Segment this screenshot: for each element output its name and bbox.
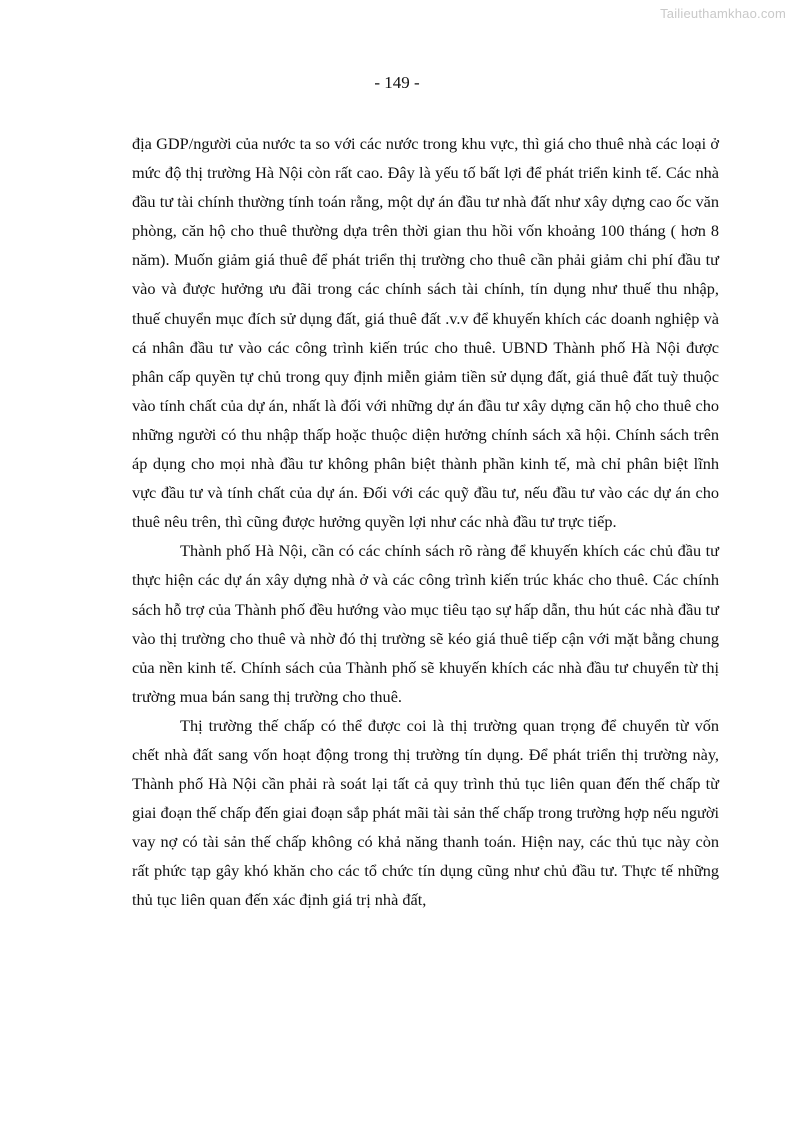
- paragraph-1: địa GDP/người của nước ta so với các nước trong khu vực, thì giá cho thuê nhà các loại ở mức độ thị trường Hà Nội còn rất cao. Đây là yếu tố bất lợi để phát triển kinh tế. Các nhà đầu tư tài chính thường tính toán rằng, một dự án đầu tư nhà đất như xây dựng cao ốc văn phòng, căn hộ cho thuê thường dựa trên thời gian thu hồi vốn khoảng 100 tháng ( hơn 8 năm). Muốn giảm giá thuê để phát triển thị trường cho thuê cần phải giảm chi phí đầu tư vào và được hưởng ưu đãi trong các chính sách tài chính, tín dụng như thuế thu nhập, thuế chuyển mục đích sử dụng đất, giá thuê đất .v.v để khuyến khích các doanh nghiệp và cá nhân đầu tư vào các công trình kiến trúc cho thuê. UBND Thành phố Hà Nội được phân cấp quyền tự chủ trong quy định miễn giảm tiền sử dụng đất, giá thuê đất tuỳ thuộc vào tính chất của dự án, nhất là đối với những dự án đầu tư xây dựng căn hộ cho thuê cho những người có thu nhập thấp hoặc thuộc diện hưởng chính sách xã hội. Chính sách trên áp dụng cho mọi nhà đầu tư không phân biệt thành phần kinh tế, mà chỉ phân biệt lĩnh vực đầu tư và tính chất của dự án. Đối với các quỹ đầu tư, nếu đầu tư vào các dự án cho thuê nêu trên, thì cũng được hưởng quyền lợi như các nhà đầu tư trực tiếp.: [132, 134, 719, 532]
- paragraph-2: Thành phố Hà Nội, cần có các chính sách rõ ràng để khuyến khích các chủ đầu tư thực hiện các dự án xây dựng nhà ở và các công trình kiến trúc khác cho thuê. Các chính sách hỗ trợ của Thành phố đều hướng vào mục tiêu tạo sự hấp dẫn, thu hút các nhà đầu tư vào thị trường cho thuê và nhờ đó thị trường sẽ kéo giá thuê tiếp cận với mặt bằng chung của nền kinh tế. Chính sách của Thành phố sẽ khuyến khích các nhà đầu tư chuyển từ thị trường mua bán sang thị trường cho thuê.: [132, 541, 719, 706]
- watermark-text: Tailieuthamkhao.com: [660, 6, 786, 21]
- page-number: - 149 -: [374, 73, 420, 92]
- paragraph-3: Thị trường thế chấp có thể được coi là thị trường quan trọng để chuyển từ vốn chết nhà đất sang vốn hoạt động trong thị trường tín dụng. Để phát triển thị trường này, Thành phố Hà Nội cần phải rà soát lại tất cả quy trình thủ tục liên quan đến thế chấp từ giai đoạn thế chấp đến giai đoạn sắp phát mãi tài sản thế chấp trong trường hợp nếu người vay nợ có tài sản thế chấp không có khả năng thanh toán. Hiện nay, các thủ tục này còn rất phức tạp gây khó khăn cho các tổ chức tín dụng cũng như chủ đầu tư. Thực tế những thủ tục liên quan đến xác định giá trị nhà đất,: [132, 715, 719, 910]
- document-body: [132, 129, 719, 915]
